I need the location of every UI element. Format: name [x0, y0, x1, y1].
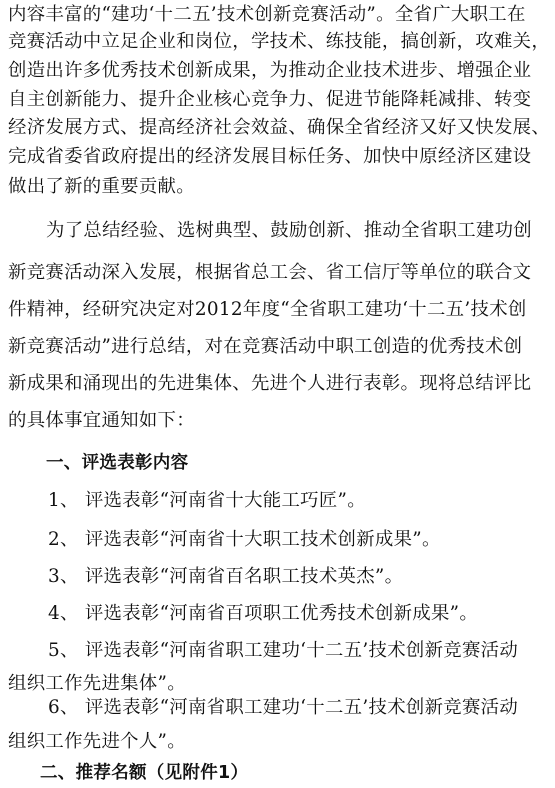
text-line: 新成果和涌现出的先进集体、先进个人进行表彰。现将总结评比: [8, 373, 532, 394]
section-heading: 一、评选表彰内容: [46, 453, 189, 473]
list-item-continuation: 组织工作先进个人”。: [8, 731, 186, 752]
list-item: 4、 评选表彰“河南省百项职工优秀技术创新成果”。: [48, 603, 479, 624]
list-item: 1、 评选表彰“河南省十大能工巧匠”。: [48, 490, 366, 511]
text-line: 新竞赛活动深入发展，根据省总工会、省工信厅等单位的联合文: [8, 262, 532, 283]
text-line: 做出了新的重要贡献。: [8, 176, 195, 197]
section-heading: 二、推荐名额（见附件1）: [40, 763, 249, 783]
text-line: 自主创新能力、提升企业核心竞争力、促进节能降耗减排、转变: [8, 89, 532, 110]
list-item: 5、 评选表彰“河南省职工建功‘十二五’技术创新竞赛活动: [48, 640, 519, 661]
text-line: 创造出许多优秀技术创新成果，为推动企业技术进步、增强企业: [8, 60, 532, 81]
text-line: 竞赛活动中立足企业和岗位，学技术、练技能，搞创新，攻难关，: [8, 31, 551, 52]
text-line: 件精神，经研究决定对2012年度“全省职工建功‘十二五’技术创: [8, 299, 527, 320]
text-line: 的具体事宜通知如下：: [8, 410, 195, 431]
list-item: 3、 评选表彰“河南省百名职工技术英杰”。: [48, 566, 404, 587]
text-line: 内容丰富的“建功‘十二五’技术创新竞赛活动”。全省广大职工在: [8, 4, 526, 25]
text-line: 新竞赛活动”进行总结，对在竞赛活动中职工创造的优秀技术创: [8, 336, 523, 357]
list-item: 2、 评选表彰“河南省十大职工技术创新成果”。: [48, 529, 441, 550]
list-item: 6、 评选表彰“河南省职工建功‘十二五’技术创新竞赛活动: [48, 697, 519, 718]
text-line: 为了总结经验、选树典型、鼓励创新、推动全省职工建功创: [46, 220, 532, 241]
list-item-continuation: 组织工作先进集体”。: [8, 673, 186, 694]
text-line: 完成省委省政府提出的经济发展目标任务、加快中原经济区建设: [8, 146, 532, 167]
text-line: 经济发展方式、提高经济社会效益、确保全省经济又好又快发展、: [8, 117, 551, 138]
